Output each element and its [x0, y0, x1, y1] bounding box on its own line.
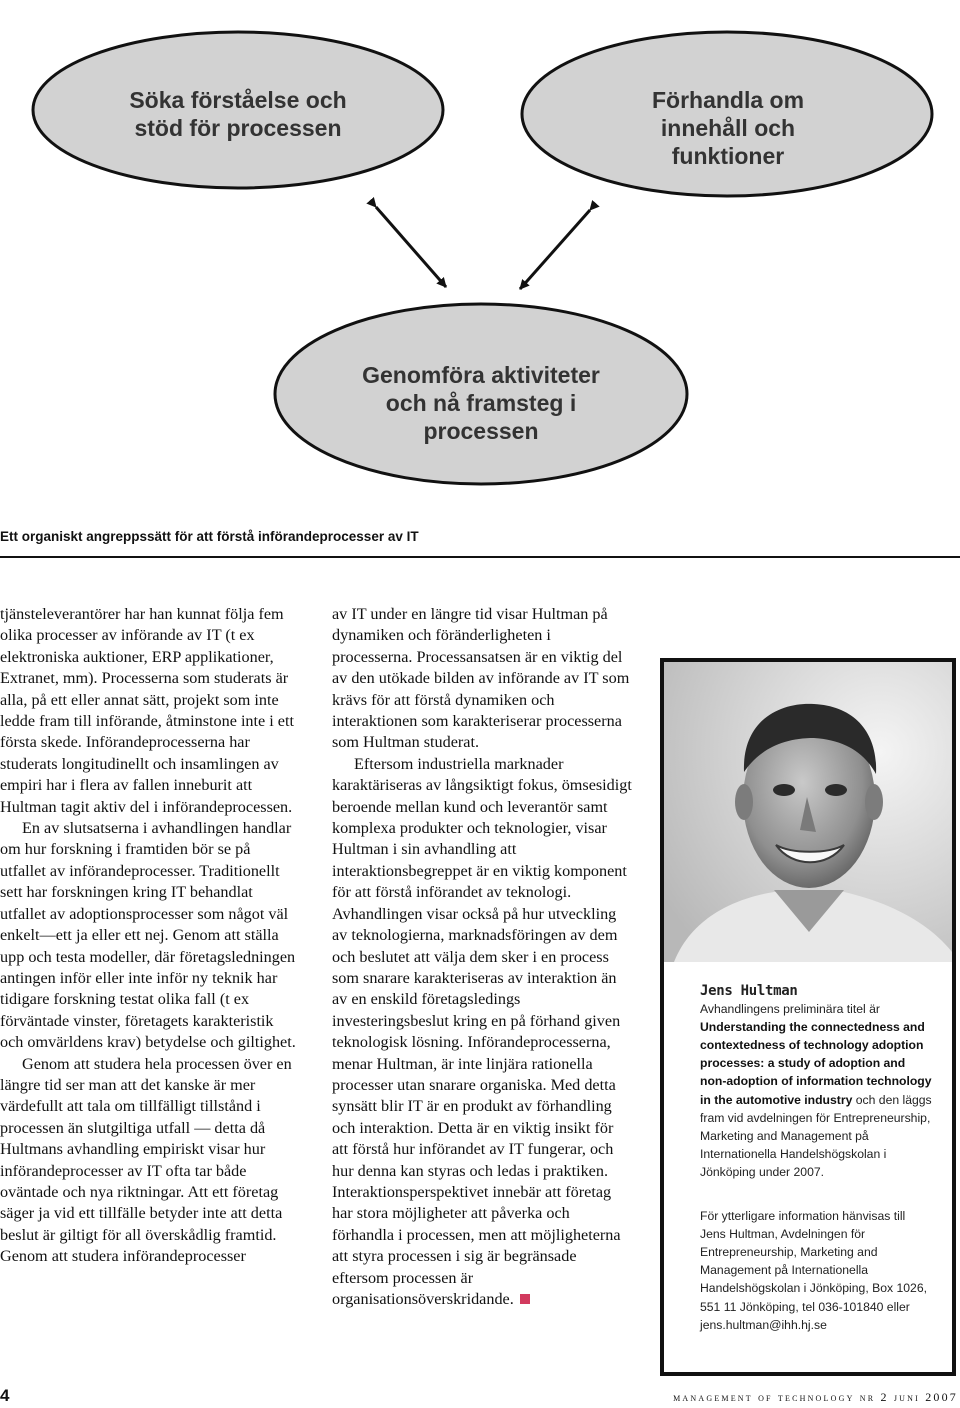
article-column-2: [332, 604, 632, 1310]
figure-caption: Ett organiskt angreppssätt för att förstå införandeprocesser av IT: [0, 529, 419, 544]
paragraph: Genom att studera hela processen över en längre tid ser man att det kanske är mer värdefullt att tala om tillfälligt tillstånd i processen än slutgiltiga utfall — detta då Hultmans avhandling empiriskt visar hur införandeprocesser av IT ofta tar både oväntade och nya riktningar. Att ett företag säger ja vid ett tillfälle betyder inte att detta beslut är giltigt för all överskådlig framtid. Genom att studera införandeprocesser: [0, 1054, 292, 1266]
thesis-title: Understanding the connectedness and contextedness of technology adoption processes: a study of adoption and non-adoption of information technology in the automotive industry: [700, 1020, 932, 1107]
bio-intro: Avhandlingens preliminära titel är: [700, 1002, 880, 1017]
author-name: Jens Hultman: [700, 983, 798, 999]
oval-understanding-label: Söka förståelse och stöd för processen: [129, 87, 347, 141]
publication-footer: management of technology nr 2 juni 2007: [673, 1390, 958, 1404]
end-mark-icon: [520, 1294, 530, 1304]
article-column-1: [0, 604, 300, 1268]
arrow-left-to-center: [376, 207, 446, 287]
bio-after-title: och den läggs fram vid avdelningen för Entrepreneurship, Marketing and Management på Internationella Handelshögskolan i Jönköping under 2007.: [700, 1092, 932, 1179]
paragraph: tjänsteleverantörer har han kunnat följa fem olika processer av införande av IT (t ex elektroniska auktioner, ERP applikationer, Extranet, mm). Processerna som studerats är alla, på ett eller annat sätt, projekt som inte ledde fram till införande, åtminstone inte i ett första skede. Införandeprocesserna har studerats longitudinellt och insamlingen av empiri har i flera av fallen inneburit att Hultman tagit aktiv del i införandeprocessen.: [0, 605, 294, 816]
page-number: 4: [0, 1386, 10, 1405]
author-sidebar: [660, 658, 956, 1376]
paragraph-text: Eftersom industriella marknader karaktäriseras av långsiktigt fokus, ömsesidigt beroende mellan kund och leverantör samt komplexa produkter och teknologier, visar Hultman i sin avhandling att interaktionsbegreppet är en viktig komponent för att förstå införandet av teknologi. Avhandlingen visar också på hur utveckling av teknologierna, marknadsföringen av dem och beslutet att välja dem sker i en process som snarare karakteriseras av interaktion än av en enskild företagsledings investeringsbeslut kring en på förhand given teknologisk lösning. Införandeprocesserna, menar Hultman, är inte linjära rationella processer utan snarare organiska. Med detta synsätt blir IT är en produkt av förhandling och interaktion. Detta är en viktig insikt för att förstå hur införandet av IT fungerar, och hur denna kan styras och ledas i praktiken. Interaktionsperspektivet innebär att företag har stora möjligheter att påverka och förhandla i processen, men att möjligheterna att styra processen i sig är begränsade eftersom processen är organisationsöverskridande.: [332, 754, 632, 1308]
paragraph: av IT under en längre tid visar Hultman på dynamiken och föränderligheten i processerna. Processansatsen är en viktig del av den utökade bilden av införande av IT som krävs för att förstå dynamiken och interaktionen som karakteriserar processerna som Hultman studerat.: [332, 605, 630, 752]
process-diagram: [0, 0, 960, 520]
arrow-right-to-center: [520, 210, 590, 289]
contact-info: För ytterligare information hänvisas till Jens Hultman, Avdelningen för Entrepreneurship, Marketing and Management på Internationella Handelshögskolan i Jönköping, Box 1026, 551 11 Jönköping, tel 036-101840 eller jens.hultman@ihh.hj.se: [700, 1209, 927, 1332]
bio-text: [700, 1000, 932, 1181]
oval-implement-label: Genomföra aktiviteter och nå framsteg i processen: [362, 362, 600, 444]
author-bio: [700, 982, 932, 1334]
oval-negotiate-label: Förhandla om innehåll och funktioner: [651, 87, 805, 169]
divider: [0, 556, 960, 558]
paragraph: En av slutsatserna i avhandlingen handlar om hur forskning i framtiden bör se på utfallet av införandeprocesser. Traditionellt sett har forskningen kring IT behandlat utfallet av adoptionsprocesser som något väl enkelt—ett ja eller ett nej. Genom att ställa upp och testa modeller, där företagsledningen antingen inför eller inte inför ny teknik har tidigare forskning testat olika fall (t ex förväntade vinster, företagets karakteristik och omvärldens krav) betydelse och giltighet.: [0, 819, 296, 1052]
author-photo: [664, 662, 952, 962]
paragraph: [332, 754, 632, 1311]
